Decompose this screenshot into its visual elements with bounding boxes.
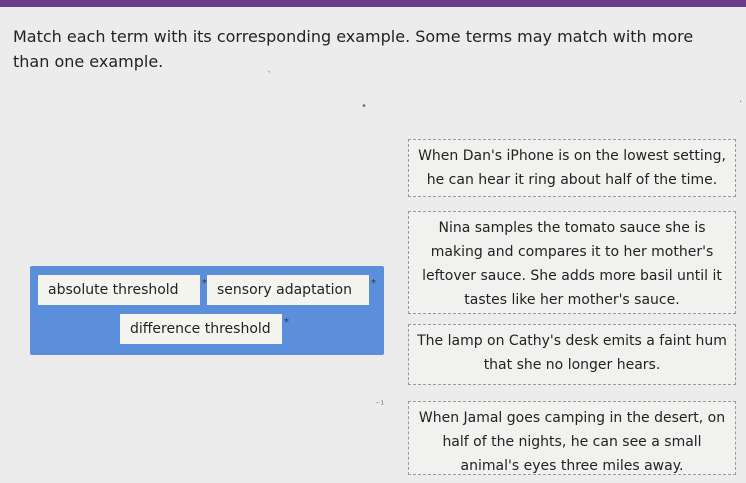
term-sensory-adaptation[interactable]: [207, 275, 376, 305]
example-text: When Dan's iPhone is on the lowest setting, he can hear it ring about half of the time.: [418, 148, 726, 188]
required-marker: *: [371, 278, 376, 289]
term-absolute-threshold[interactable]: [38, 275, 207, 305]
question-prompt: Match each term with its corresponding example. Some terms may match with more than one example.: [13, 27, 694, 71]
required-marker: *: [202, 278, 207, 289]
example-drop-zone-1[interactable]: [408, 139, 736, 197]
term-label: absolute threshold: [48, 282, 179, 298]
example-text: The lamp on Cathy's desk emits a faint hum that she no longer hears.: [417, 333, 727, 373]
example-text: Nina samples the tomato sauce she is making and compares it to her mother's leftover sauce. She adds more basil until it tastes like her mother's sauce.: [422, 220, 722, 308]
example-text: When Jamal goes camping in the desert, on half of the nights, he can see a small animal's eyes three miles away.: [418, 410, 726, 474]
stray-mark: •: [361, 101, 367, 112]
stray-mark: ˎ: [267, 62, 272, 73]
top-accent-bar: [0, 0, 746, 7]
required-marker: *: [284, 317, 289, 328]
term-label: sensory adaptation: [217, 282, 352, 298]
term-difference-threshold[interactable]: [120, 314, 289, 344]
stray-mark: ·: [739, 97, 743, 108]
stray-mark: ⁻¹: [375, 400, 385, 411]
term-label: difference threshold: [130, 321, 271, 337]
term-bank: [30, 266, 384, 355]
example-drop-zone-4[interactable]: [408, 401, 736, 475]
example-drop-zone-3[interactable]: [408, 324, 736, 385]
example-drop-zone-2[interactable]: [408, 211, 736, 314]
